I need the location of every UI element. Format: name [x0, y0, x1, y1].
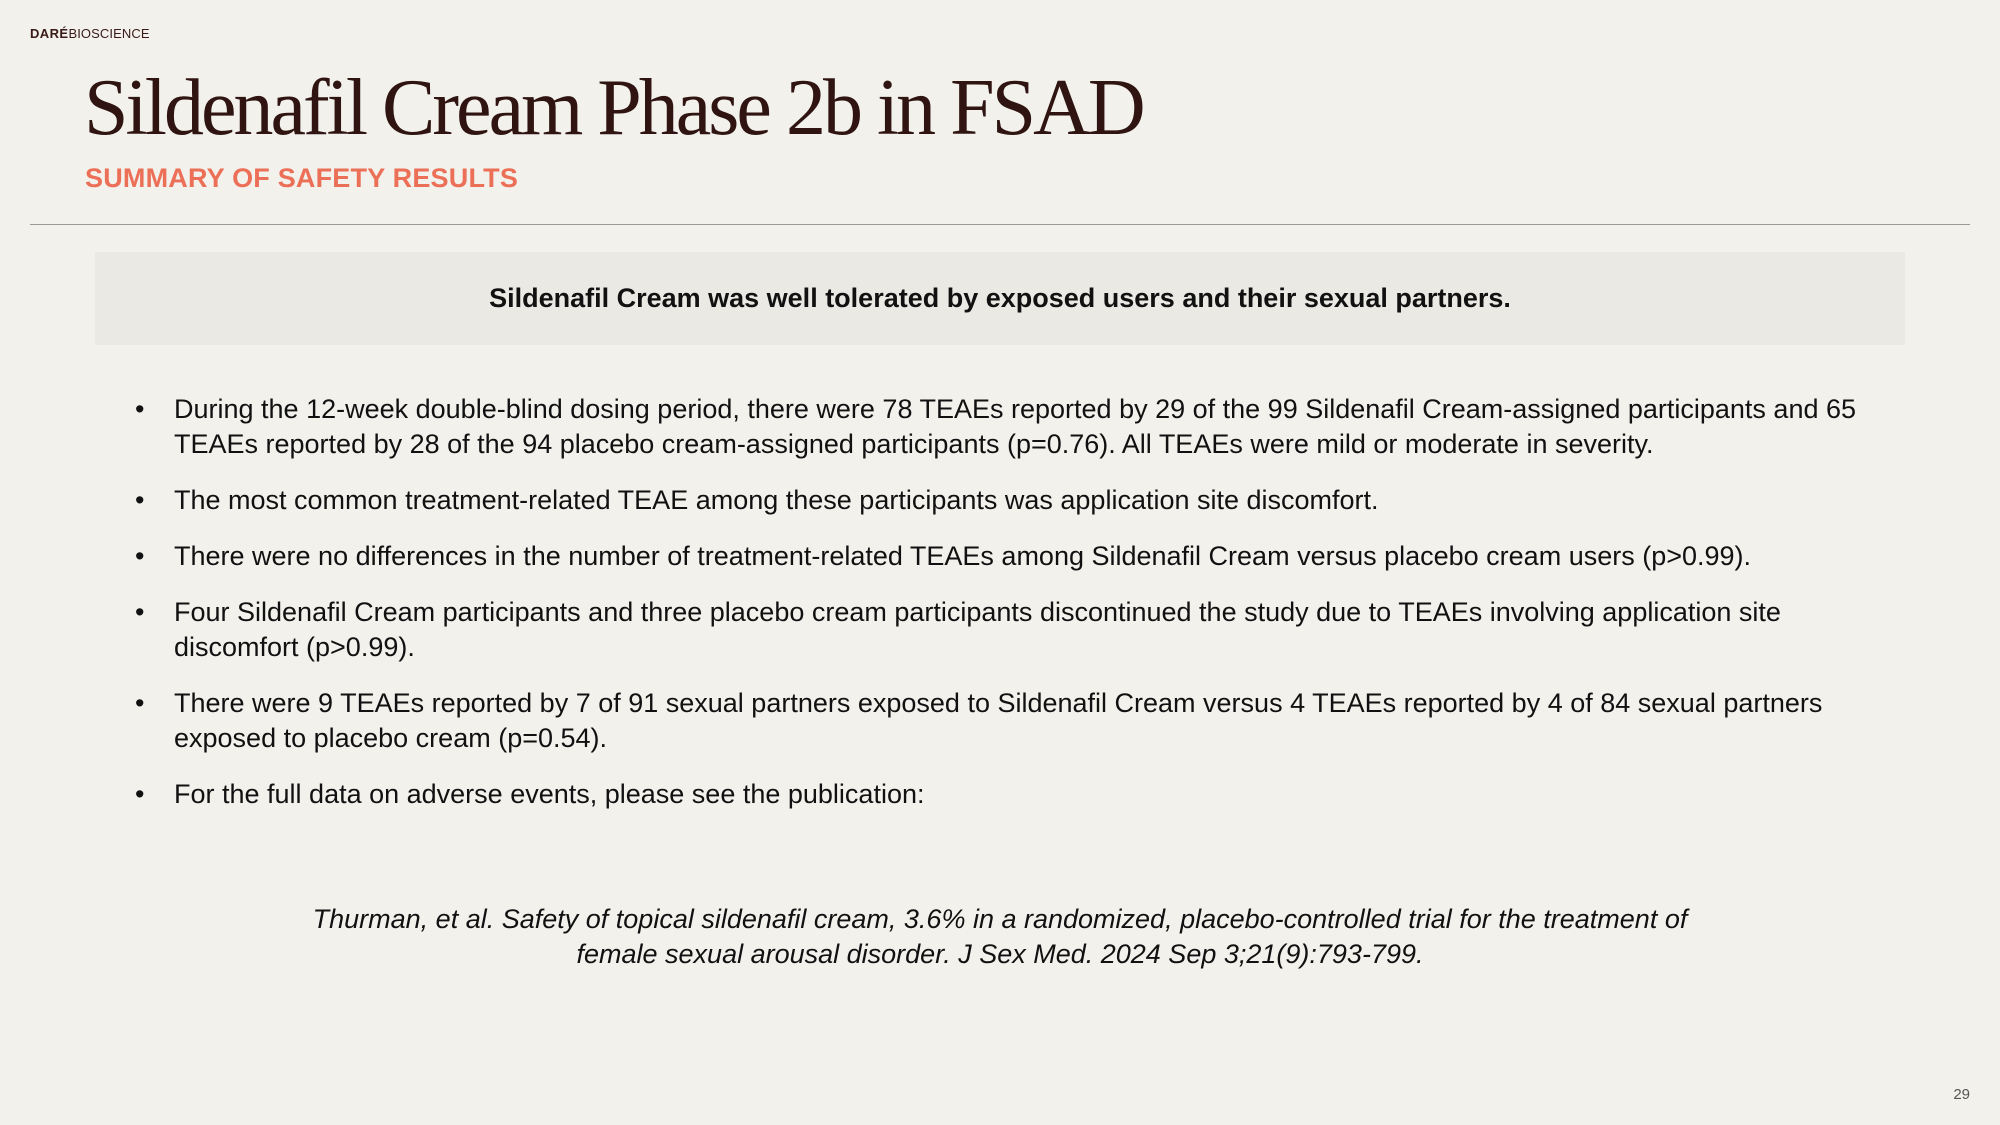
company-logo: [30, 26, 150, 41]
bullet-list: [135, 392, 1895, 833]
bullet-text: Four Sildenafil Cream participants and three placebo cream participants discontinued the study due to TEAEs involving application site discomfort (p>0.99).: [174, 597, 1781, 662]
bullet-marker-icon: •: [135, 597, 145, 627]
publication-citation: [200, 902, 1800, 972]
key-message-text: Sildenafil Cream was well tolerated by exposed users and their sexual partners.: [489, 283, 1511, 313]
citation-line-1: Thurman, et al. Safety of topical sildenafil cream, 3.6% in a randomized, placebo-controlled trial for the treatment of: [312, 904, 1688, 934]
logo-wordmark-light: BIOSCIENCE: [68, 26, 150, 41]
bullet-marker-icon: •: [135, 485, 145, 515]
bullet-marker-icon: •: [135, 779, 145, 809]
bullet-marker-icon: •: [135, 541, 145, 571]
bullet-text: The most common treatment-related TEAE among these participants was application site discomfort.: [174, 485, 1379, 515]
logo-wordmark-bold: DARÉ: [30, 26, 69, 41]
header-divider: [30, 224, 1970, 225]
bullet-item: [135, 539, 1895, 574]
key-message-callout: [95, 252, 1905, 345]
bullet-item: [135, 595, 1895, 665]
bullet-marker-icon: •: [135, 688, 145, 718]
bullet-item: [135, 483, 1895, 518]
bullet-item: [135, 777, 1895, 812]
bullet-marker-icon: •: [135, 394, 145, 424]
slide-subtitle: SUMMARY OF SAFETY RESULTS: [85, 163, 519, 193]
bullet-item: [135, 392, 1895, 462]
citation-line-2: female sexual arousal disorder. J Sex Med. 2024 Sep 3;21(9):793-799.: [576, 939, 1424, 969]
bullet-item: [135, 686, 1895, 756]
bullet-text: During the 12-week double-blind dosing period, there were 78 TEAEs reported by 29 of the 99 Sildenafil Cream-assigned participants and 65 TEAEs reported by 28 of the 94 placebo cream-assigned participants (p=0.76). All TEAEs were mild or moderate in severity.: [174, 394, 1857, 459]
bullet-text: There were no differences in the number of treatment-related TEAEs among Sildenafil Cream versus placebo cream users (p>0.99).: [174, 541, 1752, 571]
bullet-text: There were 9 TEAEs reported by 7 of 91 sexual partners exposed to Sildenafil Cream versus 4 TEAEs reported by 4 of 84 sexual partners exposed to placebo cream (p=0.54).: [174, 688, 1823, 753]
page-number: 29: [1953, 1086, 1970, 1103]
slide-title: Sildenafil Cream Phase 2b in FSAD: [84, 64, 1143, 152]
bullet-text: For the full data on adverse events, please see the publication:: [174, 779, 925, 809]
